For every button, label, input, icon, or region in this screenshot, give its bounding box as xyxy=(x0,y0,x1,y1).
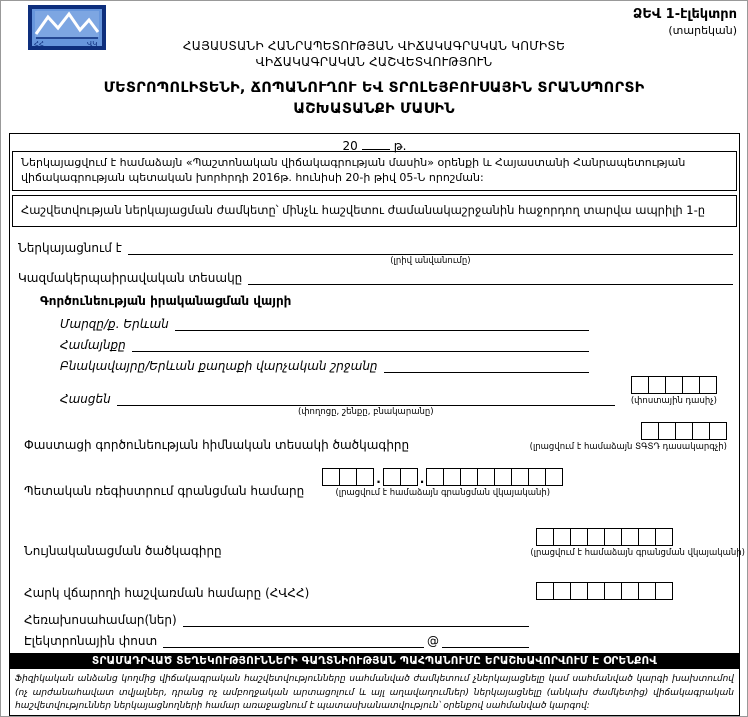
postal-code-group xyxy=(631,376,717,406)
field-legal-form xyxy=(18,270,733,285)
code-cell[interactable] xyxy=(570,582,588,600)
phone-label: Հեռախոսահամար(ներ) xyxy=(24,613,177,627)
identification-code-hint: (լրացվում է համաձայն գրանցման վկայականի) xyxy=(530,548,745,558)
legal-form-input-line[interactable] xyxy=(248,270,733,285)
address-hint: (փողոցը, շենքը, բնակարանը) xyxy=(297,407,434,417)
code-cell[interactable] xyxy=(692,422,710,440)
code-cell[interactable] xyxy=(545,468,563,486)
code-cell[interactable] xyxy=(400,468,418,486)
code-cell[interactable] xyxy=(339,468,357,486)
liability-note: Ֆիզիկական անձանց կողմից վիճակագրական հաշվետվությունները սահմանված ժամկետում չներկայացնելը կամ սահմանված կարգի խախտումով (ոչ արժանահավատ տվյալներ, դրանց ոչ ամբողջական արտացոլում և այլ աղավաղումներ) ներկայացնելը (անկախ ժամկետից) վիճակագրական հաշվետվություններ ներկայացնողների համար առաջացնում է պատասխանատվություն՝ օրենքով սահմանված կարգով: xyxy=(15,674,734,711)
activity-code-cells xyxy=(641,422,727,440)
code-cell[interactable] xyxy=(494,468,512,486)
code-cell[interactable] xyxy=(604,582,622,600)
code-cell[interactable] xyxy=(655,528,673,546)
field-identification-code xyxy=(24,528,745,558)
field-region xyxy=(60,316,589,331)
region-label: Մարզը/ք. Երևան xyxy=(60,317,169,331)
register-separator: . xyxy=(376,472,381,486)
presented-by-hint: (լրիվ անվանումը) xyxy=(390,256,471,266)
activity-code-hint: (լրացվում է համաձայն ՏԳՏԴ դասակարգչի) xyxy=(529,442,727,452)
code-cell[interactable] xyxy=(587,582,605,600)
code-cell[interactable] xyxy=(658,422,676,440)
address-input-line[interactable] xyxy=(117,391,615,417)
code-cell[interactable] xyxy=(638,528,656,546)
email-domain-input-line[interactable] xyxy=(442,633,529,648)
region-input-line[interactable] xyxy=(175,316,589,331)
committee-name: ՀԱՅԱՍՏԱՆԻ ՀԱՆՐԱՊԵՏՈՒԹՅԱՆ ՎԻՃԱԿԱԳՐԱԿԱՆ ԿՈՄԻՏԵ xyxy=(182,39,566,53)
location-heading-label: Գործունեության իրականացման վայրի xyxy=(40,294,292,308)
code-cell[interactable] xyxy=(631,376,649,394)
phone-input-line[interactable] xyxy=(183,612,529,627)
report-type: ՎԻՃԱԿԱԳՐԱԿԱՆ ՀԱՇՎԵՏՎՈՒԹՅՈՒՆ xyxy=(255,55,493,69)
tin-group xyxy=(536,582,673,600)
code-cell[interactable] xyxy=(587,528,605,546)
code-cell[interactable] xyxy=(322,468,340,486)
code-cell[interactable] xyxy=(553,528,571,546)
code-cell[interactable] xyxy=(536,582,554,600)
register-number-hint: (լրացվում է համաձայն գրանցման վկայականի) xyxy=(335,488,551,498)
code-cell[interactable] xyxy=(648,376,666,394)
code-cell[interactable] xyxy=(638,582,656,600)
register-number-cells-1 xyxy=(322,468,374,486)
deadline-notice: Հաշվետվության ներկայացման ժամկետը՝ մինչև հաշվետու ժամանակաշրջանին հաջորդող տարվա ապրիլի 1-ը xyxy=(12,195,737,227)
confidentiality-bar: ՏՐԱՄԱԴՐՎԱԾ ՏԵՂԵԿՈՒԹՅՈՒՆՆԵՐԻ ԳԱՂՏՆԻՈՒԹՅԱՆ ՊԱՀՊԱՆՈՒՄԸ ԵՐԱՇԽԱՎՈՐՎՈՒՄ Է ՕՐԵՆՔՈՎ xyxy=(10,653,739,669)
address-label: Հասցեն xyxy=(60,392,111,406)
code-cell[interactable] xyxy=(553,582,571,600)
postal-code-cells xyxy=(631,376,717,394)
field-settlement xyxy=(60,358,589,373)
settlement-label: Բնակավայրը/Երևան քաղաքի վարչական շրջանը xyxy=(60,359,378,373)
code-cell[interactable] xyxy=(511,468,529,486)
logo-letters-right: ՎԿ xyxy=(87,40,98,48)
presented-by-label: Ներկայացնում է xyxy=(18,241,122,255)
logo-letters-left: ՀՀ xyxy=(34,40,45,48)
code-cell[interactable] xyxy=(460,468,478,486)
field-tin xyxy=(24,582,731,600)
identification-code-label: Նույնականացման ծածկագիրը xyxy=(24,544,222,558)
email-at-sign: @ xyxy=(427,634,440,648)
field-presented-by xyxy=(18,240,733,266)
postal-code-hint: (փոստային դասիչ) xyxy=(630,396,717,406)
code-cell[interactable] xyxy=(621,582,639,600)
code-cell[interactable] xyxy=(665,376,683,394)
tin-cells xyxy=(536,582,673,600)
code-cell[interactable] xyxy=(682,376,700,394)
legal-basis-notice: Ներկայացվում է համաձայն «Պաշտոնական վիճակագրության մասին» օրենքի և Հայաստանի Հանրապետության վիճակագրության պետական խորհրդի 2016թ. հունիսի 20-ի թիվ 05-Ն որոշման: xyxy=(12,151,737,191)
activity-code-group xyxy=(530,422,727,452)
code-cell[interactable] xyxy=(443,468,461,486)
field-email xyxy=(24,633,529,648)
code-cell[interactable] xyxy=(655,582,673,600)
location-heading xyxy=(40,294,297,308)
field-activity-code xyxy=(24,422,727,452)
code-cell[interactable] xyxy=(570,528,588,546)
identification-code-cells xyxy=(536,528,673,546)
code-cell[interactable] xyxy=(709,422,727,440)
code-cell[interactable] xyxy=(383,468,401,486)
field-address xyxy=(60,376,717,417)
field-phone xyxy=(24,612,529,627)
code-cell[interactable] xyxy=(536,528,554,546)
tin-label: Հարկ վճարողի հաշվառման համարը (ՀՎՀՀ) xyxy=(24,586,310,600)
code-cell[interactable] xyxy=(675,422,693,440)
form-title-line2: ԱՇԽԱՏԱՆՔԻ ՄԱՍԻՆ xyxy=(293,101,455,117)
community-input-line[interactable] xyxy=(132,337,589,352)
settlement-input-line[interactable] xyxy=(384,358,589,373)
form-title-line1: ՄԵՏՐՈՊՈԼԻՏԵՆԻ, ՃՈՊԱՆՈՒՂՈՒ ԵՎ ՏՐՈԼԵՅԲՈՒՍԱՅԻՆ ՏՐԱՆՍՊՈՐՏԻ xyxy=(103,80,645,96)
form-body xyxy=(9,133,745,716)
register-number-group xyxy=(322,468,563,498)
form-code-block xyxy=(633,7,737,37)
activity-code-label: Փաստացի գործունեության հիմնական տեսակի ծածկագիրը xyxy=(24,438,410,452)
year-prefix: 20 xyxy=(342,139,358,153)
code-cell[interactable] xyxy=(356,468,374,486)
year-input-line[interactable] xyxy=(362,137,390,150)
year-suffix: թ. xyxy=(393,139,407,153)
code-cell[interactable] xyxy=(699,376,717,394)
code-cell[interactable] xyxy=(426,468,444,486)
form-code: ՁԵՎ 1-էլեկտրո xyxy=(632,7,737,22)
code-cell[interactable] xyxy=(621,528,639,546)
register-number-label: Պետական ռեգիստրում գրանցման համարը xyxy=(24,484,305,498)
register-number-cells-2 xyxy=(383,468,418,486)
legal-form-label: Կազմակերպաիրավական տեսակը xyxy=(18,271,243,285)
code-cell[interactable] xyxy=(641,422,659,440)
code-cell[interactable] xyxy=(604,528,622,546)
field-community xyxy=(60,337,589,352)
field-register-number xyxy=(24,468,731,498)
form-periodicity: (տարեկան) xyxy=(668,24,737,37)
email-label: Էլեկտրոնային փոստ xyxy=(24,634,158,648)
community-label: Համայնքը xyxy=(60,338,126,352)
register-number-cells-3 xyxy=(426,468,563,486)
email-local-input-line[interactable] xyxy=(163,633,424,648)
presented-by-input-line[interactable] xyxy=(128,240,733,266)
register-separator: . xyxy=(419,472,425,486)
code-cell[interactable] xyxy=(477,468,495,486)
identification-code-group xyxy=(530,528,745,558)
code-cell[interactable] xyxy=(528,468,546,486)
